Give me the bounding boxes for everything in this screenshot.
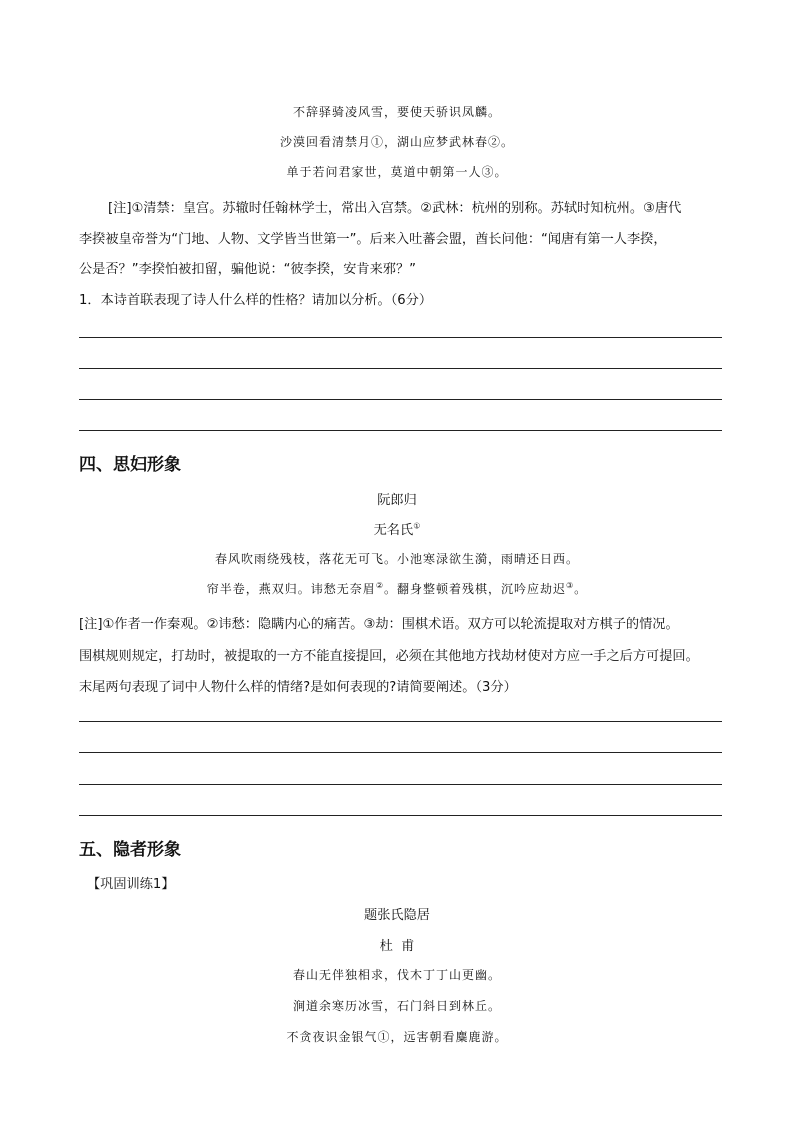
- footnote-mark: ③: [566, 581, 575, 590]
- footnote-mark: ①: [413, 521, 421, 531]
- question-text: 末尾两句表现了词中人物什么样的情绪?是如何表现的?请简要阐述。（3分）: [79, 680, 517, 695]
- note-line: 围棋规则规定，打劫时，被提取的一方不能直接提回，必须在其他地方找劫材使对方应一手之后方可提回。: [79, 649, 699, 664]
- poem-author: 杜 甫: [379, 939, 415, 954]
- exercise-label: 【巩固训练1】: [87, 877, 175, 892]
- poem-text: 。翻身整顿着残棋，沉吟应劫迟: [383, 582, 566, 596]
- note-line: 李揆被皇帝誉为“门地、人物、文学皆当世第一”。后来入吐蕃会盟，酋长问他：“闻唐有第一人李揆，: [79, 232, 667, 247]
- poem-line: 不辞驿骑凌风雪，要使天骄识凤麟。: [292, 105, 501, 119]
- author-name: 无名氏: [373, 523, 414, 538]
- poem-line: 春风吹雨绕残枝，落花无可飞。小池寒渌欲生漪，雨晴还日西。: [214, 552, 579, 566]
- answer-line: [79, 815, 722, 816]
- answer-line: [79, 721, 722, 722]
- note-line: [注]①作者一作秦观。②讳愁：隐瞒内心的痛苦。③劫：围棋术语。双方可以轮流提取对方棋子的情况。: [79, 617, 679, 632]
- answer-line: [79, 430, 722, 431]
- section-heading: 四、思妇形象: [79, 455, 181, 475]
- poem-line: [0, 580, 794, 597]
- answer-line: [79, 368, 722, 369]
- poem-line: 春山无伴独相求，伐木丁丁山更幽。: [292, 968, 501, 982]
- poem-title: 阮郎归: [377, 493, 417, 508]
- answer-line: [79, 784, 722, 785]
- answer-line: [79, 337, 722, 338]
- poem-line: 不贪夜识金银气①，远害朝看麋鹿游。: [286, 1030, 508, 1044]
- question-text: 1．本诗首联表现了诗人什么样的性格？请加以分析。（6分）: [79, 293, 433, 308]
- note-line: [注]①清禁：皇宫。苏辙时任翰林学士，常出入宫禁。②武林：杭州的别称。苏轼时知杭州。③唐代: [108, 201, 682, 216]
- poem-line: 单于若问君家世，莫道中朝第一人③。: [286, 165, 508, 179]
- poem-author: [0, 519, 794, 538]
- poem-line: 涧道余寒历冰雪，石门斜日到林丘。: [292, 999, 501, 1013]
- poem-text: 帘半卷，燕双归。讳愁无奈眉: [206, 582, 376, 596]
- poem-text: 。: [574, 582, 588, 596]
- section-heading: 五、隐者形象: [79, 840, 181, 860]
- poem-line: 沙漠回看清禁月①，湖山应梦武林春②。: [279, 135, 514, 149]
- answer-line: [79, 399, 722, 400]
- poem-title: 题张氏隐居: [364, 908, 430, 923]
- footnote-mark: ②: [375, 581, 384, 590]
- note-line: 公是否？”李揆怕被扣留，骗他说：“彼李揆，安肯来邪？”: [79, 262, 416, 277]
- answer-line: [79, 752, 722, 753]
